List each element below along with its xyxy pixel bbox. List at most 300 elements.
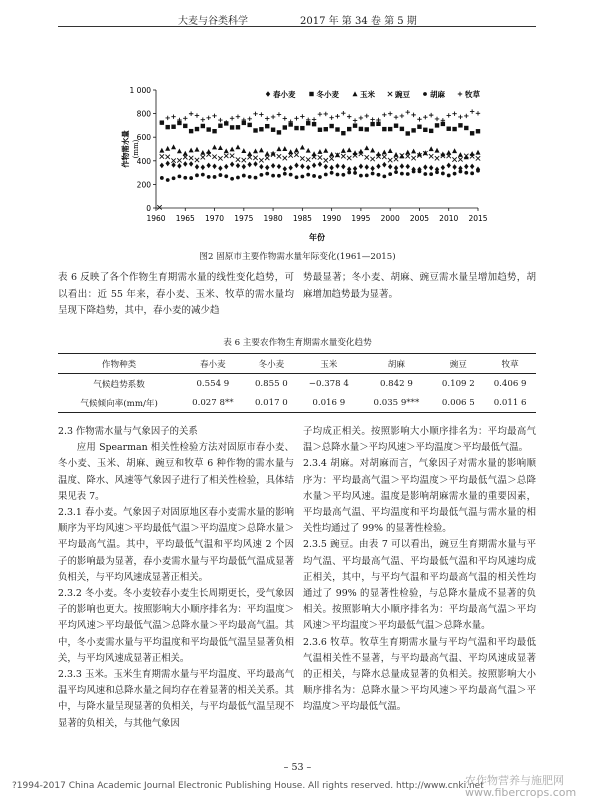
point-玉米 — [353, 150, 358, 155]
y-tick-label: 600 — [136, 133, 151, 143]
point-冬小麦 — [247, 123, 251, 127]
point-春小麦 — [318, 161, 322, 167]
leftcol-paragraph: 2.3.1 春小麦。气象因子对固原地区春小麦需水量的影响顺序为平均风速＞平均最低气温＞平均温度＞总降水量＞平均最高气温。其中，平均最低气温和平均风速 2 个因子的影响最为显著，春小麦需水量与平均最低气温成显著负相关，与平均风速成显著正相关。 — [58, 507, 294, 583]
point-春小麦 — [447, 163, 451, 169]
point-豌豆 — [171, 158, 175, 162]
figure-2-scatter-chart — [120, 76, 490, 251]
point-豌豆 — [265, 156, 269, 160]
point-豌豆 — [230, 154, 234, 158]
point-玉米 — [241, 148, 246, 153]
point-牧草 — [370, 117, 374, 121]
point-牧草 — [218, 118, 222, 122]
page-number: – 53 – — [283, 762, 312, 773]
x-tick-label: 1995 — [351, 214, 371, 223]
point-玉米 — [306, 148, 311, 153]
point-玉米 — [259, 148, 264, 153]
point-春小麦 — [394, 165, 398, 171]
point-玉米 — [177, 148, 182, 153]
point-春小麦 — [218, 165, 222, 171]
point-冬小麦 — [365, 127, 369, 131]
point-春小麦 — [224, 164, 228, 170]
point-牧草 — [171, 114, 175, 118]
rightcol-paragraph: 2.3.6 牧草。牧草生育期需水量与平均气温和平均最低气温相关性不显著，与平均最高气温、平均风速成显著的正相关，与降水总量成显著的负相关。按照影响大小顺序排名为：总降水量＞平均风速＞平均最高气温＞平均温度＞平均最低气温。 — [303, 636, 536, 713]
table-cell: 0.027 8** — [192, 397, 234, 408]
table-header-4: 胡麻 — [387, 359, 405, 370]
point-牧草 — [253, 112, 257, 116]
point-玉米 — [476, 150, 481, 155]
point-冬小麦 — [400, 127, 404, 131]
point-胡麻 — [183, 176, 187, 180]
rightcol-paragraph: 子均成正相关。按照影响大小顺序排名为：平均最高气温＞总降水量＞平均风速＞平均温度＞平均最低气温。 — [303, 426, 536, 454]
point-冬小麦 — [218, 124, 222, 128]
point-春小麦 — [277, 164, 281, 170]
point-豌豆 — [294, 153, 298, 157]
point-牧草 — [183, 116, 187, 120]
point-牧草 — [365, 114, 369, 118]
table-header-5: 豌豆 — [449, 359, 467, 370]
point-冬小麦 — [324, 127, 328, 131]
point-玉米 — [382, 150, 387, 155]
rightcol-paragraph: 2.3.5 豌豆。由表 7 可以看出，豌豆生育期需水量与平均气温、平均最高气温、平均最低气温和平均风速均成正相关，其中，与平均气温和平均最高气温的相关性均通过了 99% 的显著性检验，与总降水量成不显著的负相关。按照影响大小顺序排名为：平均最高气温＞平均风速＞平均温度＞平均最低气温＞总降水量。 — [303, 539, 536, 632]
watermark-line1: 农作物营养与施肥网 — [465, 774, 564, 787]
point-春小麦 — [423, 164, 427, 170]
point-冬小麦 — [347, 127, 351, 131]
journal-name: 大麦与谷类科学 — [178, 16, 248, 27]
point-冬小麦 — [388, 127, 392, 131]
point-冬小麦 — [294, 126, 298, 130]
legend-label: 牧草 — [465, 90, 480, 99]
point-春小麦 — [300, 164, 304, 170]
point-胡麻 — [224, 174, 228, 178]
point-牧草 — [294, 116, 298, 120]
point-豌豆 — [370, 157, 374, 161]
point-春小麦 — [306, 165, 310, 171]
point-胡麻 — [476, 169, 480, 173]
point-春小麦 — [441, 165, 445, 171]
y-tick-label: 1 000 — [129, 86, 151, 95]
legend-marker-春小麦 — [266, 91, 270, 97]
point-冬小麦 — [230, 125, 234, 129]
legend-marker-玉米 — [353, 91, 358, 96]
point-玉米 — [341, 148, 346, 153]
point-玉米 — [171, 144, 176, 149]
point-玉米 — [212, 145, 217, 150]
point-冬小麦 — [382, 127, 386, 131]
point-牧草 — [259, 112, 263, 116]
point-胡麻 — [195, 173, 199, 177]
point-牧草 — [417, 117, 421, 121]
point-冬小麦 — [189, 129, 193, 133]
point-冬小麦 — [318, 128, 322, 132]
point-胡麻 — [453, 172, 457, 176]
point-豌豆 — [458, 157, 462, 161]
point-冬小麦 — [359, 127, 363, 131]
watermark — [465, 775, 576, 799]
point-冬小麦 — [464, 126, 468, 130]
paragraph-right: 势最显著；冬小麦、胡麻、豌豆需水量呈增加趋势，胡麻增加趋势最为显著。 — [303, 272, 536, 300]
point-牧草 — [247, 117, 251, 121]
point-牧草 — [347, 114, 351, 118]
point-胡麻 — [388, 172, 392, 176]
point-牧草 — [212, 114, 216, 118]
point-胡麻 — [271, 174, 275, 178]
point-牧草 — [230, 116, 234, 120]
point-胡麻 — [265, 172, 269, 176]
point-胡麻 — [300, 175, 304, 179]
point-牧草 — [388, 111, 392, 115]
point-胡麻 — [248, 175, 252, 179]
point-豌豆 — [347, 156, 351, 160]
table-body — [58, 374, 536, 413]
point-牧草 — [277, 112, 281, 116]
x-tick-label: 1980 — [263, 214, 283, 223]
point-冬小麦 — [429, 129, 433, 133]
legend-marker-冬小麦 — [309, 92, 313, 96]
point-冬小麦 — [259, 127, 263, 131]
point-冬小麦 — [253, 128, 257, 132]
point-胡麻 — [459, 170, 463, 174]
point-豌豆 — [218, 156, 222, 160]
table-header-row — [58, 354, 536, 374]
point-胡麻 — [353, 171, 357, 175]
point-牧草 — [447, 113, 451, 117]
point-牧草 — [435, 117, 439, 121]
leftcol-paragraph: 应用 Spearman 相关性检验方法对固原市春小麦、冬小麦、玉米、胡麻、豌豆和牧草 6 种作物的需水量与温度、降水、风速等气象因子进行了相关性检验，具体结果见表 7。 — [58, 442, 294, 502]
point-牧草 — [394, 115, 398, 119]
point-冬小麦 — [435, 123, 439, 127]
table-cell: 0.016 9 — [312, 397, 346, 408]
point-牧草 — [283, 116, 287, 120]
point-玉米 — [411, 149, 416, 154]
point-胡麻 — [295, 175, 299, 179]
legend-label: 冬小麦 — [316, 90, 339, 99]
table-cell: 0.035 9*** — [373, 397, 420, 408]
table-header-0: 作物种类 — [101, 359, 137, 370]
point-胡麻 — [318, 175, 322, 179]
point-春小麦 — [388, 164, 392, 170]
point-outlier — [157, 205, 161, 209]
paragraph-left: 表 6 反映了各个作物生育期需水量的线性变化趋势，可以看出：近 55 年来，春小麦、玉米、牧草的需水量均呈现下降趋势，其中，春小麦的减少趋 — [58, 272, 294, 316]
x-tick-label: 1990 — [322, 214, 342, 223]
point-玉米 — [347, 147, 352, 152]
point-玉米 — [165, 146, 170, 151]
point-豌豆 — [324, 158, 328, 162]
point-春小麦 — [452, 164, 456, 170]
point-玉米 — [376, 151, 381, 156]
point-豌豆 — [195, 158, 199, 162]
point-春小麦 — [341, 164, 345, 170]
table-cell: 0.006 5 — [441, 397, 475, 408]
point-牧草 — [382, 113, 386, 117]
table-header-2: 冬小麦 — [258, 359, 285, 370]
point-玉米 — [317, 149, 322, 154]
y-tick-label: 200 — [136, 180, 151, 190]
point-春小麦 — [230, 162, 234, 168]
point-豌豆 — [201, 155, 205, 159]
point-胡麻 — [172, 176, 176, 180]
point-春小麦 — [329, 165, 333, 171]
legend-label: 春小麦 — [273, 90, 296, 99]
x-tick-label: 1985 — [292, 214, 312, 223]
table-cell: 0.842 9 — [379, 378, 413, 389]
table-cell: 0.017 0 — [254, 397, 288, 408]
point-春小麦 — [470, 164, 474, 170]
point-春小麦 — [195, 164, 199, 170]
point-牧草 — [464, 114, 468, 118]
point-牧草 — [476, 111, 480, 115]
table-header-1: 春小麦 — [199, 359, 226, 370]
point-春小麦 — [271, 163, 275, 169]
point-豌豆 — [177, 158, 181, 162]
point-春小麦 — [259, 164, 263, 170]
point-冬小麦 — [406, 131, 410, 135]
point-冬小麦 — [417, 125, 421, 129]
point-豌豆 — [306, 157, 310, 161]
point-豌豆 — [382, 155, 386, 159]
point-冬小麦 — [394, 124, 398, 128]
point-豌豆 — [283, 156, 287, 160]
point-冬小麦 — [341, 131, 345, 135]
point-豌豆 — [160, 154, 164, 158]
header-rule — [58, 26, 536, 27]
point-玉米 — [452, 148, 457, 153]
table-caption: 表 6 主要农作物生育期需水量变化趋势 — [223, 338, 372, 348]
point-胡麻 — [382, 174, 386, 178]
point-玉米 — [329, 152, 334, 157]
point-春小麦 — [247, 162, 251, 168]
point-玉米 — [276, 146, 281, 151]
point-冬小麦 — [476, 129, 480, 133]
point-玉米 — [159, 148, 164, 153]
point-牧草 — [429, 113, 433, 117]
point-冬小麦 — [447, 127, 451, 131]
legend-marker-豌豆 — [388, 92, 392, 96]
y-axis-unit: (mm) — [132, 139, 140, 159]
point-胡麻 — [470, 171, 474, 175]
legend-marker-胡麻 — [423, 92, 427, 96]
table-header-3: 玉米 — [320, 359, 338, 370]
point-牧草 — [423, 115, 427, 119]
point-玉米 — [464, 154, 469, 159]
point-胡麻 — [464, 171, 468, 175]
point-春小麦 — [400, 163, 404, 169]
legend-label: 玉米 — [360, 90, 375, 99]
point-胡麻 — [377, 173, 381, 177]
point-冬小麦 — [277, 130, 281, 134]
point-冬小麦 — [370, 122, 374, 126]
point-胡麻 — [429, 172, 433, 176]
x-tick-label: 2010 — [439, 214, 459, 223]
point-玉米 — [405, 150, 410, 155]
point-春小麦 — [382, 162, 386, 168]
point-牧草 — [411, 113, 415, 117]
point-牧草 — [329, 115, 333, 119]
point-豌豆 — [277, 154, 281, 158]
point-胡麻 — [289, 173, 293, 177]
point-玉米 — [265, 151, 270, 156]
point-春小麦 — [177, 163, 181, 169]
point-玉米 — [253, 148, 258, 153]
point-牧草 — [359, 116, 363, 120]
point-春小麦 — [324, 164, 328, 170]
point-玉米 — [323, 148, 328, 153]
point-豌豆 — [189, 156, 193, 160]
point-牧草 — [335, 114, 339, 118]
y-axis-label: 作物需水量 — [121, 130, 130, 168]
point-冬小麦 — [458, 123, 462, 127]
point-玉米 — [458, 152, 463, 157]
point-冬小麦 — [423, 128, 427, 132]
point-胡麻 — [189, 176, 193, 180]
point-胡麻 — [418, 169, 422, 173]
point-胡麻 — [400, 172, 404, 176]
point-冬小麦 — [329, 124, 333, 128]
point-胡麻 — [371, 172, 375, 176]
point-冬小麦 — [171, 125, 175, 129]
point-春小麦 — [242, 164, 246, 170]
point-冬小麦 — [271, 128, 275, 132]
point-豌豆 — [253, 156, 257, 160]
point-牧草 — [458, 115, 462, 119]
x-tick-label: 1960 — [146, 214, 166, 223]
point-冬小麦 — [236, 125, 240, 129]
table-row — [58, 374, 536, 394]
point-冬小麦 — [183, 124, 187, 128]
point-胡麻 — [406, 172, 410, 176]
point-牧草 — [312, 117, 316, 121]
point-春小麦 — [376, 164, 380, 170]
point-牧草 — [189, 112, 193, 116]
y-tick-label: 0 — [146, 204, 151, 213]
x-tick-label: 2005 — [409, 214, 430, 223]
legend-label: 胡麻 — [430, 90, 445, 99]
x-tick-label: 2015 — [468, 214, 488, 223]
point-胡麻 — [330, 171, 334, 175]
point-胡麻 — [324, 173, 328, 177]
table-cell: 0.011 6 — [493, 397, 527, 408]
point-春小麦 — [359, 164, 363, 170]
point-玉米 — [194, 147, 199, 152]
trend-table — [58, 353, 536, 413]
table-cell: 气候倾向率(mm/年) — [80, 398, 158, 409]
point-冬小麦 — [470, 131, 474, 135]
table-cell: 0.406 9 — [493, 378, 527, 389]
table-cell: 气候趋势系数 — [93, 379, 145, 390]
point-春小麦 — [166, 161, 170, 167]
point-玉米 — [224, 148, 229, 153]
point-牧草 — [166, 116, 170, 120]
legend-label: 豌豆 — [395, 90, 410, 99]
point-玉米 — [230, 147, 235, 152]
point-冬小麦 — [411, 128, 415, 132]
point-豌豆 — [212, 155, 216, 159]
point-胡麻 — [336, 173, 340, 177]
point-牧草 — [318, 112, 322, 116]
point-胡麻 — [219, 173, 223, 177]
leftcol-paragraph: 2.3.2 冬小麦。冬小麦较春小麦生长周期更长，受气象因子的影响也更大。按照影响大小顺序排名为：平均温度＞平均风速＞平均最低气温＞总降水量＞平均最高气温。其中，冬小麦需水量与平均温度和平均最低气温呈显著负相关，与平均风速成显著正相关。 — [58, 588, 294, 664]
point-胡麻 — [166, 178, 170, 182]
point-豌豆 — [388, 158, 392, 162]
copyright-footer: ?1994-2017 China Academic Journal Electronic Publishing House. All rights reserved. http://www.cnki.net — [12, 781, 484, 791]
point-牧草 — [195, 113, 199, 117]
point-胡麻 — [201, 173, 205, 177]
point-冬小麦 — [195, 127, 199, 131]
point-胡麻 — [435, 170, 439, 174]
point-玉米 — [282, 146, 287, 151]
leftcol-paragraph: 2.3.3 玉米。玉米生育期需水量与平均温度、平均最高气温平均风速和总降水量之间均存在着显著的相关关系。其中，与降水量呈现显著的负相关，与平均最低气温呈现不显著的负相关，与其他气象因 — [58, 669, 294, 729]
point-豌豆 — [406, 154, 410, 158]
point-玉米 — [235, 144, 240, 149]
point-春小麦 — [212, 163, 216, 169]
point-胡麻 — [412, 170, 416, 174]
point-牧草 — [406, 110, 410, 114]
table-row — [58, 393, 536, 413]
table-cell: 0.109 2 — [441, 378, 475, 389]
point-胡麻 — [441, 172, 445, 176]
point-胡麻 — [242, 174, 246, 178]
table-header-6: 牧草 — [501, 359, 519, 370]
point-牧草 — [400, 114, 404, 118]
point-冬小麦 — [166, 125, 170, 129]
point-胡麻 — [277, 174, 281, 178]
point-胡麻 — [447, 174, 451, 178]
watermark-line2: www.fibercrops.com — [465, 786, 577, 799]
point-牧草 — [300, 114, 304, 118]
point-春小麦 — [464, 164, 468, 170]
point-牧草 — [201, 117, 205, 121]
point-春小麦 — [406, 164, 410, 170]
x-tick-label: 1970 — [204, 214, 225, 223]
point-冬小麦 — [353, 123, 357, 127]
point-玉米 — [358, 149, 363, 154]
point-牧草 — [470, 109, 474, 113]
point-胡麻 — [230, 177, 234, 181]
point-春小麦 — [160, 163, 164, 169]
figure-caption: 图2 固原市主要作物需水量年际变化(1961—2015) — [199, 252, 396, 262]
x-tick-label: 1975 — [234, 214, 254, 223]
point-胡麻 — [341, 173, 345, 177]
point-春小麦 — [189, 161, 193, 167]
point-豌豆 — [452, 157, 456, 161]
point-豌豆 — [329, 156, 333, 160]
point-牧草 — [452, 111, 456, 115]
point-胡麻 — [213, 175, 217, 179]
right-column — [303, 424, 536, 716]
point-豌豆 — [476, 156, 480, 160]
point-玉米 — [388, 148, 393, 153]
y-tick-label: 800 — [136, 109, 151, 119]
point-胡麻 — [394, 170, 398, 174]
point-冬小麦 — [206, 127, 210, 131]
point-胡麻 — [207, 175, 211, 179]
point-春小麦 — [312, 163, 316, 169]
table-cell: 0.855 0 — [254, 378, 288, 389]
point-冬小麦 — [376, 122, 380, 126]
point-春小麦 — [183, 161, 187, 167]
point-玉米 — [470, 151, 475, 156]
point-胡麻 — [236, 176, 240, 180]
left-column — [58, 424, 294, 732]
point-牧草 — [353, 118, 357, 122]
legend-marker-牧草 — [458, 92, 462, 96]
y-tick-label: 400 — [136, 156, 151, 166]
point-玉米 — [300, 145, 305, 150]
point-冬小麦 — [452, 127, 456, 131]
point-玉米 — [435, 148, 440, 153]
point-胡麻 — [259, 173, 263, 177]
point-冬小麦 — [201, 124, 205, 128]
point-胡麻 — [306, 173, 310, 177]
